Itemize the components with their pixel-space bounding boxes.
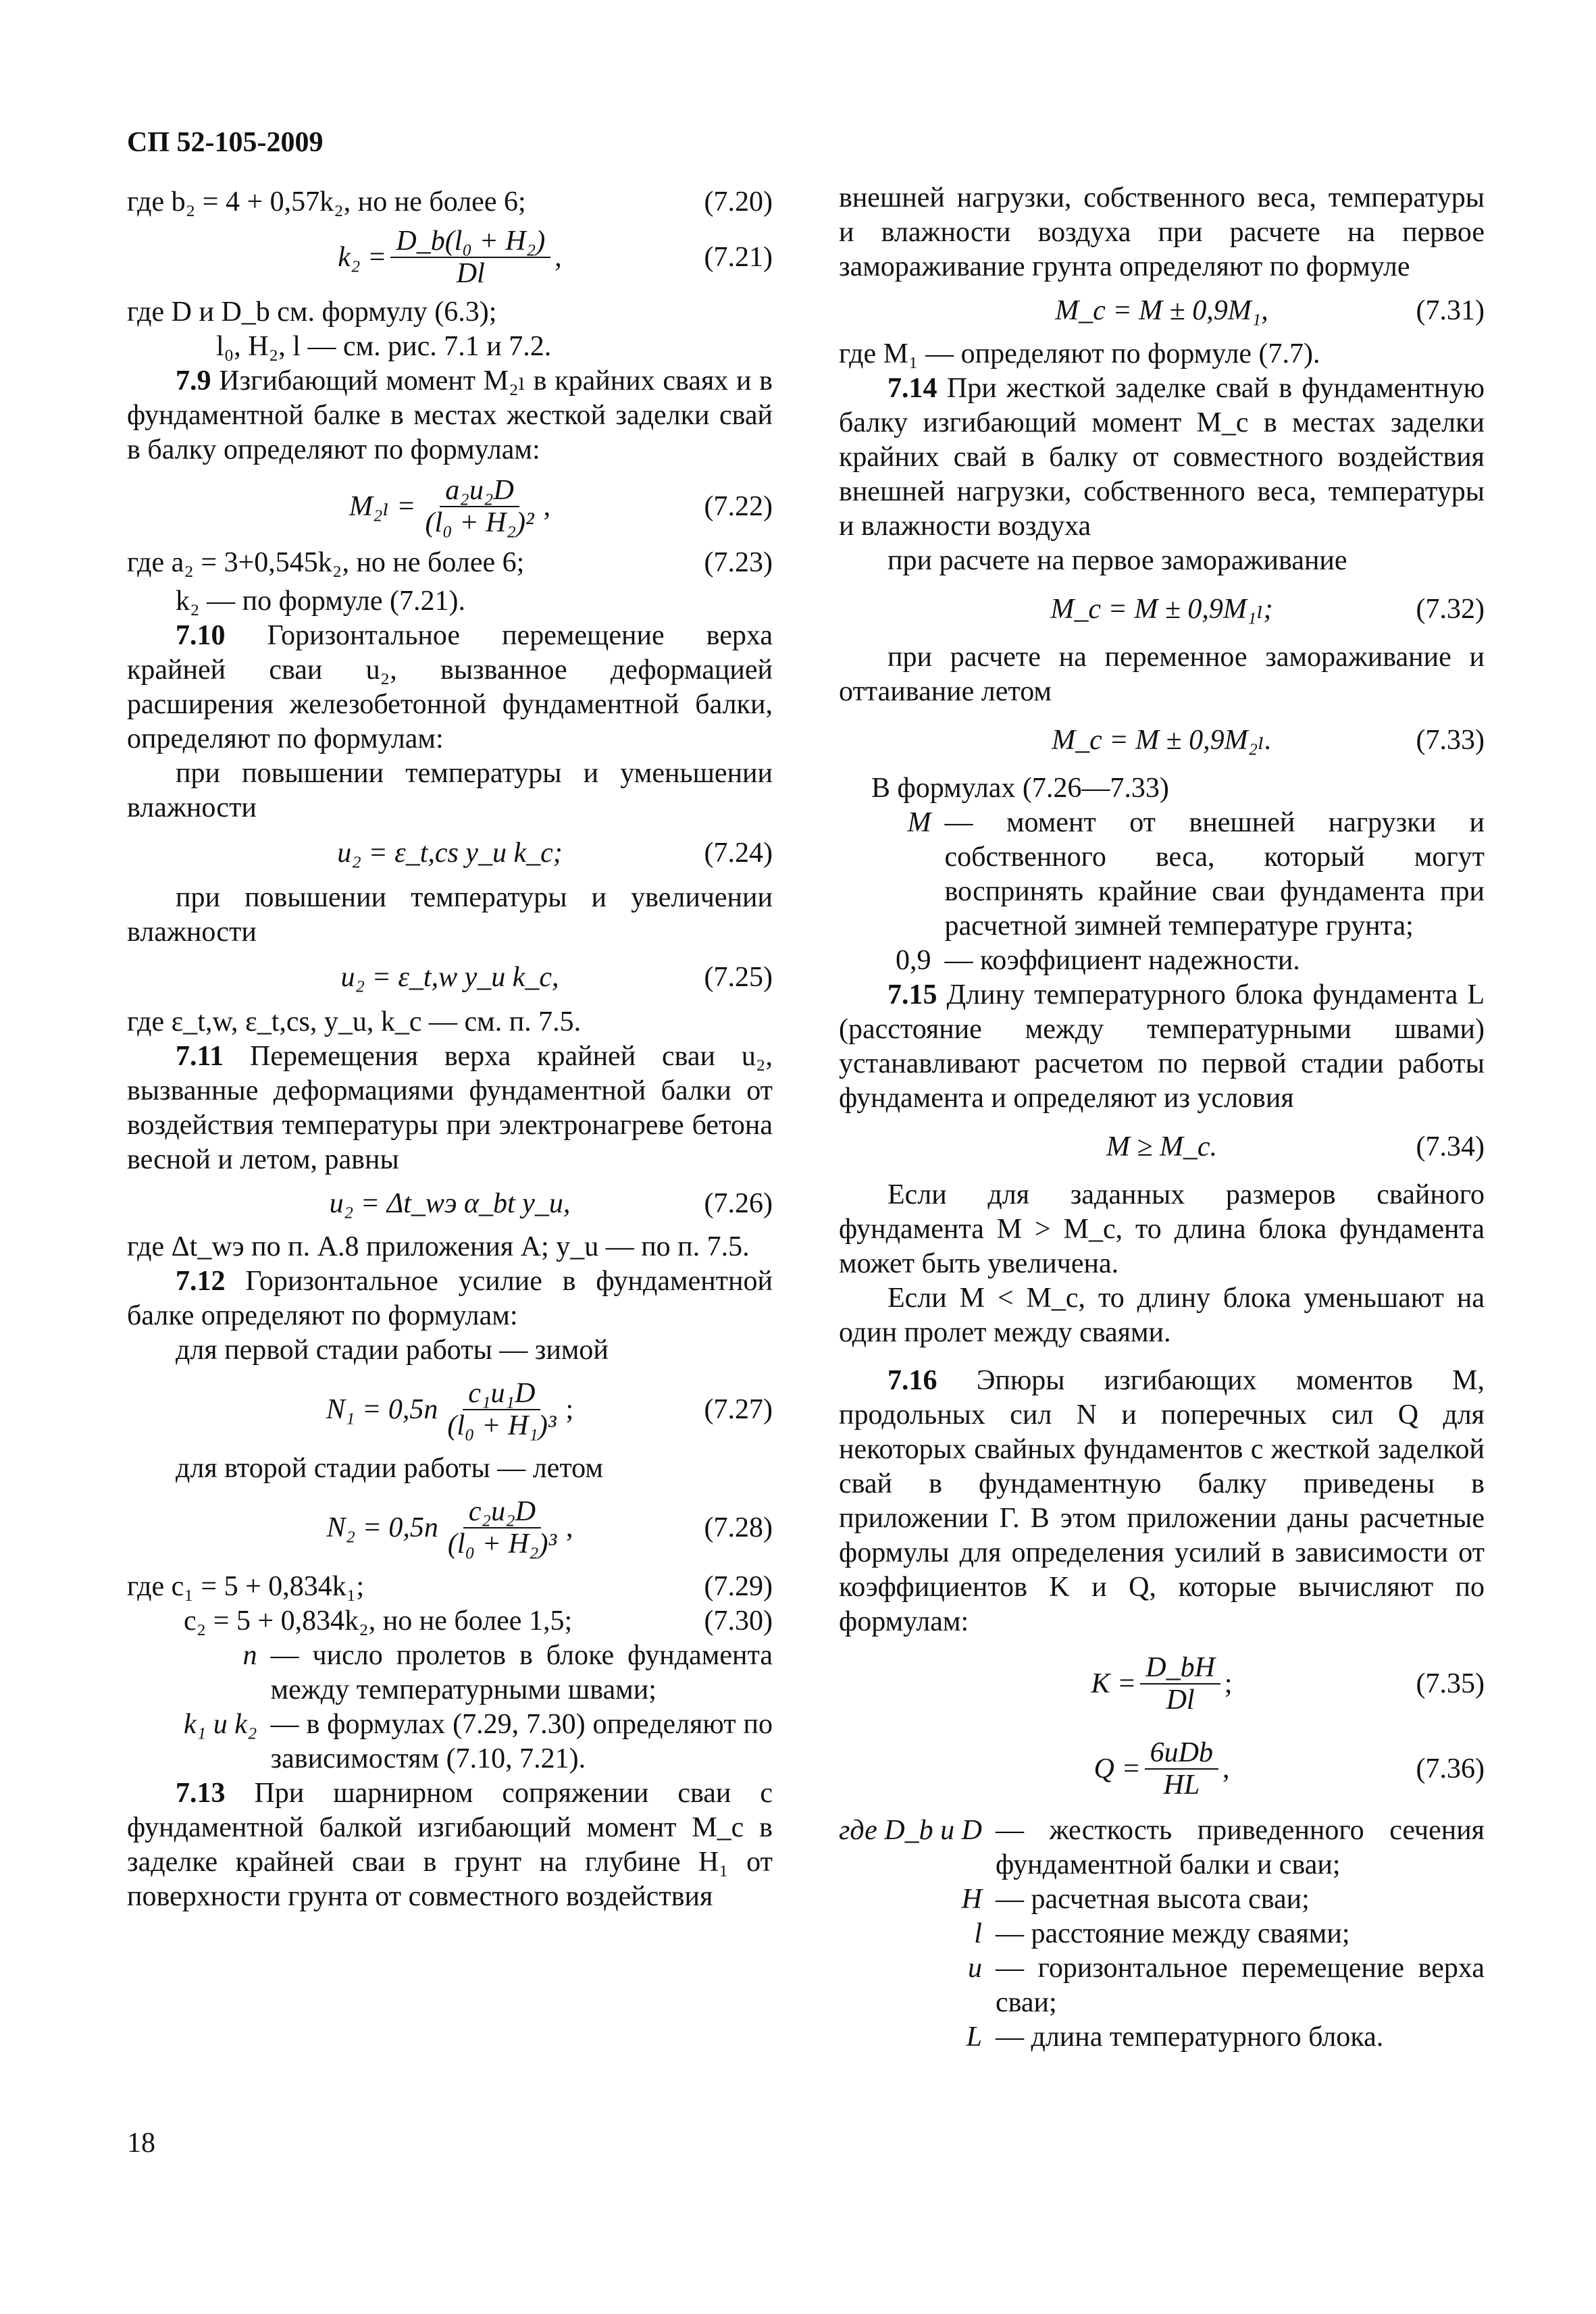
- def-symbol: L: [966, 2022, 982, 2053]
- paragraph-7-16: [839, 1364, 1485, 1639]
- denominator: (l₀ + H₁)³: [447, 1410, 557, 1441]
- eq-text: M_c = M ± 0,9M₁,: [1055, 294, 1268, 326]
- eq-text: M_c = M ± 0,9M₁ₗ;: [1050, 593, 1273, 625]
- text-line: k₂ — по формуле (7.21).: [176, 586, 466, 617]
- def-symbol: где D_b и D: [839, 1815, 982, 1846]
- eq-number: (7.25): [704, 961, 773, 993]
- fraction: [442, 1378, 561, 1441]
- eq-lhs: K =: [1091, 1668, 1137, 1699]
- section-number: 7.13: [176, 1778, 226, 1809]
- def-symbol: 0,9: [896, 945, 931, 976]
- eq-number: (7.24): [704, 837, 773, 869]
- eq-tail: ,: [566, 1512, 573, 1543]
- paragraph-7-11: [127, 1039, 773, 1177]
- eq-number: (7.27): [704, 1393, 773, 1425]
- eq-text: где a₂ = 3+0,545k₂, но не более 6;: [127, 547, 525, 578]
- text-line: l₀, H₂, l — см. рис. 7.1 и 7.2.: [216, 331, 552, 362]
- eq-number: (7.29): [704, 1571, 773, 1602]
- numerator: c₁u₁D: [463, 1378, 540, 1410]
- paragraph-text: Если для заданных размеров свайного фундамента M > M_c, то длина блока фундамента может быть увеличена.: [839, 1179, 1485, 1279]
- text-line: В формулах (7.26—7.33): [871, 773, 1169, 804]
- equation-7-33: [839, 713, 1485, 767]
- equation-7-32: [839, 582, 1485, 636]
- page-header: СП 52-105-2009: [127, 127, 324, 158]
- denominator: Dl: [456, 258, 485, 289]
- def-text: — момент от внешней нагрузки и собственного веса, который могут воспринять крайние сваи фундамента при расчетной зимней температуре грунта;: [944, 807, 1485, 942]
- eq-tail: ,: [1222, 1753, 1230, 1784]
- eq-tail: ;: [565, 1393, 574, 1425]
- paragraph-text: при повышении температуры и увеличении влажности: [127, 882, 773, 948]
- paragraph-text: при расчете на первое замораживание: [887, 545, 1347, 576]
- eq-number: (7.23): [704, 547, 773, 578]
- section-number: 7.15: [887, 979, 937, 1010]
- def-symbol: n: [242, 1640, 257, 1671]
- eq-number: (7.30): [704, 1605, 773, 1637]
- eq-number: (7.33): [1416, 724, 1485, 756]
- paragraph-text: Перемещения верха крайней сваи u₂, вызванные деформациями фундаментной балки от воздействия температуры при электронагреве бетона весной и летом, равны: [127, 1041, 773, 1175]
- equation-7-26: [127, 1181, 773, 1226]
- equation-7-25: [127, 954, 773, 1001]
- paragraph-text: для первой стадии работы — зимой: [176, 1335, 609, 1366]
- paragraph-7-9: [127, 364, 773, 467]
- paragraph-text: Горизонтальное перемещение верха крайней сваи u₂, вызванное деформацией расширения железобетонной фундаментной балки, определяют по формулам:: [127, 620, 773, 754]
- text-line: где M₁ — определяют по формуле (7.7).: [839, 338, 1320, 369]
- denominator: Dl: [1166, 1685, 1195, 1716]
- paragraph-text: для второй стадии работы — летом: [176, 1453, 603, 1484]
- def-text: — горизонтальное перемещение верха сваи;: [995, 1953, 1485, 2018]
- paragraph-text: При шарнирном сопряжении сваи с фундаментной балкой изгибающий момент M_c в заделке крайней сваи в грунт на глубине H₁ от поверхности грунта от совместного воздействия: [127, 1778, 773, 1912]
- def-text: — в формулах (7.29, 7.30) определяют по зависимостям (7.10, 7.21).: [270, 1709, 773, 1774]
- section-number: 7.10: [176, 620, 226, 651]
- section-number: 7.11: [176, 1041, 224, 1072]
- text-line: где ε_t,w, ε_t,cs, y_u, k_c — см. п. 7.5.: [127, 1006, 582, 1037]
- equation-7-23: [127, 546, 773, 580]
- def-symbol: u: [967, 1953, 982, 1984]
- paragraph-text: Эпюры изгибающих моментов M, продольных сил N и поперечных сил Q для некоторых свайных фундаментов с жесткой заделкой свай в фундаментную балку приведены в приложении Г. В этом приложении даны расчетные формулы для определения усилий в зависимости от коэффициентов K и Q, которые вычисляют по формулам:: [839, 1365, 1485, 1637]
- denominator: (l₀ + H₂)³: [447, 1528, 557, 1560]
- right-column: [839, 181, 1485, 2055]
- eq-number: (7.22): [704, 490, 773, 522]
- page-number: 18: [127, 2128, 155, 2159]
- left-column: [127, 181, 773, 1914]
- definition-list: [839, 1814, 1485, 2055]
- eq-text: где b₂ = 4 + 0,57k₂, но не более 6;: [127, 186, 526, 217]
- equation-7-20: [127, 185, 773, 220]
- equation-7-30: [127, 1604, 773, 1639]
- eq-number: (7.26): [704, 1187, 773, 1219]
- paragraph-text: внешней нагрузки, собственного веса, температуры и влажности воздуха при расчете на первое замораживание грунта определяют по формуле: [839, 182, 1485, 282]
- equation-7-35: [839, 1643, 1485, 1724]
- eq-number: (7.32): [1416, 593, 1485, 625]
- eq-number: (7.34): [1416, 1131, 1485, 1162]
- def-text: — расстояние между сваями;: [995, 1918, 1350, 1949]
- paragraph-text: при расчете на переменное замораживание и оттаивание летом: [839, 642, 1485, 707]
- fraction: [1145, 1737, 1218, 1801]
- numerator: D_b(l₀ + H₂): [390, 226, 550, 258]
- section-number: 7.16: [887, 1365, 937, 1396]
- eq-text: u₂ = ε_t,w y_u k_c,: [340, 961, 559, 993]
- def-symbol: l: [974, 1918, 982, 1949]
- eq-lhs: k₂ =: [338, 241, 387, 273]
- eq-lhs: N₁ = 0,5n: [326, 1393, 438, 1425]
- paragraph-text: Если M < M_c, то длину блока уменьшают на один пролет между сваями.: [839, 1283, 1485, 1348]
- paragraph-text: При жесткой заделке свай в фундаментную балку изгибающий момент M_c в местах заделки крайних свай в балку от совместного воздействия внешней нагрузки, собственного веса, температуры и влажности воздуха: [839, 373, 1485, 542]
- paragraph-text: Горизонтальное усилие в фундаментной балке определяют по формулам:: [127, 1266, 773, 1331]
- equation-7-34: [839, 1120, 1485, 1174]
- eq-lhs: N₂ = 0,5n: [326, 1512, 438, 1543]
- equation-7-27: [127, 1372, 773, 1447]
- eq-lhs: Q =: [1093, 1753, 1141, 1784]
- def-text: — коэффициент надежности.: [944, 945, 1300, 976]
- fraction: [420, 475, 540, 538]
- equation-7-31: [839, 288, 1485, 333]
- equation-7-21: k₂ = $\frac{\text{D\_b(l₀ + H₂)}}{Dl}$ , (7.21): [338, 226, 773, 289]
- def-text: — жесткость приведенного сечения фундаментной балки и сваи;: [995, 1815, 1485, 1880]
- eq-number: (7.36): [1416, 1753, 1485, 1784]
- eq-text: M_c = M ± 0,9M₂ₗ.: [1052, 724, 1272, 756]
- paragraph-7-15: [839, 978, 1485, 1116]
- def-symbol: H: [961, 1884, 982, 1915]
- def-symbol: k₁ и k₂: [184, 1709, 257, 1740]
- eq-text: u₂ = Δt_wэ α_bt y_u,: [329, 1187, 571, 1219]
- numerator: D_bH: [1140, 1652, 1220, 1685]
- equation-7-36: [839, 1728, 1485, 1809]
- eq-text: M ≥ M_c.: [1106, 1131, 1218, 1162]
- paragraph-text: при повышении температуры и уменьшении влажности: [127, 758, 773, 823]
- paragraph-7-10: [127, 619, 773, 756]
- section-number: 7.14: [887, 373, 937, 404]
- text-line: где D и D_b см. формулу (6.3);: [127, 297, 497, 328]
- eq-text: u₂ = ε_t,cs y_u k_c;: [337, 837, 563, 869]
- definition-list: [839, 806, 1485, 978]
- equation-7-22: M₂ₗ = $\frac{\text{a₂u₂D}}{\text{(l₀ + H₂)²}}$ , (7.22): [349, 475, 773, 538]
- paragraph-text: Изгибающий момент M₂ₗ в крайних сваях и в фундаментной балке в местах жесткой заделки свай в балку определяют по формулам:: [127, 365, 773, 465]
- equation-7-24: [127, 829, 773, 877]
- fraction: [390, 226, 550, 289]
- numerator: 6uDb: [1145, 1737, 1218, 1770]
- def-symbol: M: [907, 807, 931, 838]
- denominator: (l₀ + H₂)²: [425, 507, 534, 538]
- eq-number: (7.28): [704, 1512, 773, 1543]
- definition-list: [127, 1639, 773, 1776]
- numerator: a₂u₂D: [440, 475, 519, 507]
- paragraph-7-12: [127, 1264, 773, 1333]
- denominator: HL: [1163, 1770, 1200, 1801]
- def-text: — число пролетов в блоке фундамента между температурными швами;: [270, 1640, 773, 1705]
- text-line: где Δt_wэ по п. А.8 приложения А; y_u — по п. 7.5.: [127, 1231, 750, 1262]
- section-number: 7.9: [176, 365, 211, 396]
- fraction: [442, 1496, 562, 1560]
- eq-lhs: M₂ₗ =: [349, 490, 416, 522]
- paragraph-7-13: [127, 1776, 773, 1914]
- eq-number: (7.35): [1416, 1668, 1485, 1699]
- equation-7-28: [127, 1490, 773, 1566]
- numerator: c₂u₂D: [463, 1496, 541, 1528]
- paragraph-7-14: [839, 371, 1485, 544]
- eq-text: где c₁ = 5 + 0,834k₁;: [127, 1571, 365, 1602]
- eq-number: (7.20): [704, 186, 773, 217]
- fraction: [1140, 1652, 1220, 1716]
- paragraph-text: Длину температурного блока фундамента L (расстояние между температурными швами) устанавливают расчетом по первой стадии работы фундамента и определяют из условия: [839, 979, 1485, 1114]
- section-number: 7.12: [176, 1266, 226, 1297]
- def-text: — длина температурного блока.: [995, 2022, 1384, 2053]
- equation-7-29: [127, 1570, 773, 1604]
- eq-text: c₂ = 5 + 0,834k₂, но не более 1,5;: [184, 1605, 573, 1637]
- eq-tail: ;: [1224, 1668, 1233, 1699]
- eq-number: (7.31): [1416, 294, 1485, 326]
- eq-number: (7.21): [704, 241, 773, 273]
- def-text: — расчетная высота сваи;: [995, 1884, 1310, 1915]
